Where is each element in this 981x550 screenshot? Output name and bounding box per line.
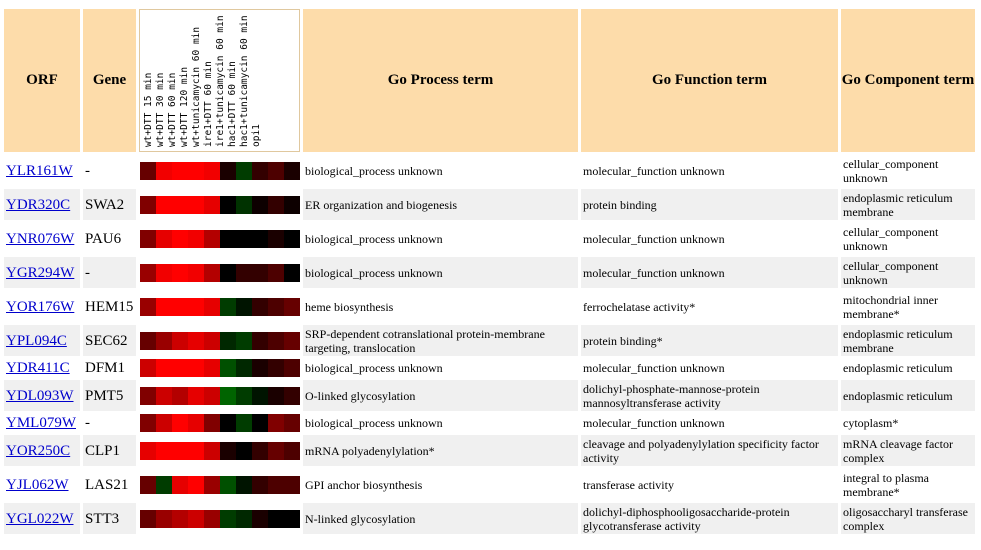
gene-cell: PMT5 bbox=[83, 380, 136, 411]
gene-cell: - bbox=[83, 257, 136, 288]
heatmap-swatch bbox=[156, 264, 172, 282]
heatmap-swatch bbox=[252, 196, 268, 214]
heatmap-bar bbox=[140, 298, 300, 316]
heatmap-swatch bbox=[268, 196, 284, 214]
heatmap-swatch bbox=[220, 332, 236, 350]
heatmap-swatch bbox=[156, 387, 172, 405]
heatmap-swatch bbox=[140, 264, 156, 282]
condition-label bbox=[226, 10, 238, 151]
orf-link[interactable]: YDL093W bbox=[6, 387, 74, 404]
gene-cell: SEC62 bbox=[83, 325, 136, 356]
heatmap-swatch bbox=[188, 442, 204, 460]
heatmap-swatch bbox=[236, 414, 252, 432]
heatmap-swatch bbox=[220, 476, 236, 494]
condition-label bbox=[202, 10, 214, 151]
heatmap-cell bbox=[139, 257, 300, 288]
heatmap-bar bbox=[140, 510, 300, 528]
heatmap-swatch bbox=[156, 414, 172, 432]
heatmap-swatch bbox=[204, 196, 220, 214]
heatmap-swatch bbox=[220, 298, 236, 316]
go-component-cell: endoplasmic reticulum membrane bbox=[841, 189, 975, 220]
heatmap-bar bbox=[140, 230, 300, 248]
table-row bbox=[4, 155, 975, 186]
go-component-cell: mitochondrial inner membrane* bbox=[841, 291, 975, 322]
heatmap-swatch bbox=[188, 387, 204, 405]
condition-label bbox=[166, 10, 178, 151]
go-process-cell: biological_process unknown bbox=[303, 223, 578, 254]
heatmap-swatch bbox=[284, 414, 300, 432]
gene-cell: - bbox=[83, 155, 136, 186]
go-function-cell: protein binding bbox=[581, 189, 838, 220]
condition-label-text: wt+DTT 120 min bbox=[179, 66, 190, 147]
heatmap-swatch bbox=[140, 298, 156, 316]
heatmap-swatch bbox=[236, 196, 252, 214]
gene-cell: SWA2 bbox=[83, 189, 136, 220]
go-function-cell: dolichyl-diphosphooligosaccharide-protein glycotransferase activity bbox=[581, 503, 838, 534]
go-component-cell: endoplasmic reticulum membrane bbox=[841, 325, 975, 356]
table-row bbox=[4, 325, 975, 356]
heatmap-bar bbox=[140, 162, 300, 180]
heatmap-bar bbox=[140, 442, 300, 460]
header-gene: Gene bbox=[83, 9, 136, 152]
heatmap-swatch bbox=[284, 359, 300, 377]
heatmap-swatch bbox=[268, 230, 284, 248]
heatmap-swatch bbox=[156, 510, 172, 528]
go-component-cell: mRNA cleavage factor complex bbox=[841, 435, 975, 466]
heatmap-swatch bbox=[284, 298, 300, 316]
go-function-cell: protein binding* bbox=[581, 325, 838, 356]
heatmap-swatch bbox=[204, 162, 220, 180]
go-component-cell: integral to plasma membrane* bbox=[841, 469, 975, 500]
go-component-cell: cellular_component unknown bbox=[841, 223, 975, 254]
heatmap-bar bbox=[140, 196, 300, 214]
table-row bbox=[4, 435, 975, 466]
table-row bbox=[4, 189, 975, 220]
orf-link[interactable]: YGR294W bbox=[6, 264, 75, 281]
condition-label-text: ire1+tunicamycin 60 min bbox=[215, 15, 226, 147]
heatmap-swatch bbox=[268, 359, 284, 377]
go-process-cell: biological_process unknown bbox=[303, 414, 578, 432]
table-row bbox=[4, 291, 975, 322]
heatmap-swatch bbox=[268, 476, 284, 494]
orf-cell bbox=[4, 325, 80, 356]
heatmap-cell bbox=[139, 503, 300, 534]
heatmap-swatch bbox=[252, 162, 268, 180]
heatmap-swatch bbox=[188, 332, 204, 350]
heatmap-bar bbox=[140, 387, 300, 405]
heatmap-swatch bbox=[204, 476, 220, 494]
orf-cell bbox=[4, 189, 80, 220]
go-process-cell: SRP-dependent cotranslational protein-membrane targeting, translocation bbox=[303, 325, 578, 356]
orf-cell bbox=[4, 155, 80, 186]
gene-cell: CLP1 bbox=[83, 435, 136, 466]
heatmap-swatch bbox=[188, 510, 204, 528]
gene-cell: PAU6 bbox=[83, 223, 136, 254]
orf-link[interactable]: YLR161W bbox=[6, 162, 73, 179]
gene-cell: - bbox=[83, 414, 136, 432]
heatmap-swatch bbox=[204, 264, 220, 282]
go-process-cell: biological_process unknown bbox=[303, 155, 578, 186]
heatmap-swatch bbox=[172, 332, 188, 350]
heatmap-bar bbox=[140, 476, 300, 494]
heatmap-cell bbox=[139, 359, 300, 377]
heatmap-swatch bbox=[220, 196, 236, 214]
heatmap-swatch bbox=[188, 414, 204, 432]
heatmap-swatch bbox=[284, 162, 300, 180]
heatmap-swatch bbox=[140, 387, 156, 405]
condition-label-text: wt+tunicamycin 60 min bbox=[191, 26, 202, 147]
orf-cell bbox=[4, 380, 80, 411]
heatmap-swatch bbox=[172, 476, 188, 494]
heatmap-swatch bbox=[188, 476, 204, 494]
heatmap-swatch bbox=[268, 162, 284, 180]
orf-cell bbox=[4, 359, 80, 377]
heatmap-swatch bbox=[156, 332, 172, 350]
orf-cell bbox=[4, 414, 80, 432]
header-go-process: Go Process term bbox=[303, 9, 578, 152]
condition-label-text: wt+DTT 15 min bbox=[143, 72, 154, 147]
orf-cell bbox=[4, 469, 80, 500]
table-row bbox=[4, 469, 975, 500]
go-process-cell: GPI anchor biosynthesis bbox=[303, 469, 578, 500]
go-function-cell: molecular_function unknown bbox=[581, 223, 838, 254]
heatmap-swatch bbox=[252, 359, 268, 377]
heatmap-cell bbox=[139, 291, 300, 322]
heatmap-cell bbox=[139, 414, 300, 432]
heatmap-cell bbox=[139, 469, 300, 500]
go-function-cell: molecular_function unknown bbox=[581, 155, 838, 186]
go-process-cell: N-linked glycosylation bbox=[303, 503, 578, 534]
heatmap-swatch bbox=[220, 162, 236, 180]
heatmap-swatch bbox=[252, 230, 268, 248]
heatmap-swatch bbox=[268, 387, 284, 405]
condition-label-text: wt+DTT 30 min bbox=[155, 72, 166, 147]
orf-cell bbox=[4, 257, 80, 288]
heatmap-swatch bbox=[268, 442, 284, 460]
heatmap-swatch bbox=[236, 359, 252, 377]
go-process-cell: biological_process unknown bbox=[303, 257, 578, 288]
heatmap-swatch bbox=[284, 230, 300, 248]
condition-label bbox=[214, 10, 226, 151]
header-heatmap-conditions bbox=[139, 9, 300, 152]
go-function-cell: transferase activity bbox=[581, 469, 838, 500]
go-function-cell: molecular_function unknown bbox=[581, 257, 838, 288]
table-row bbox=[4, 257, 975, 288]
heatmap-swatch bbox=[284, 196, 300, 214]
go-component-cell: endoplasmic reticulum bbox=[841, 380, 975, 411]
heatmap-swatch bbox=[140, 476, 156, 494]
header-go-function: Go Function term bbox=[581, 9, 838, 152]
heatmap-swatch bbox=[236, 332, 252, 350]
heatmap-swatch bbox=[204, 230, 220, 248]
go-function-cell: molecular_function unknown bbox=[581, 359, 838, 377]
gene-cell: STT3 bbox=[83, 503, 136, 534]
heatmap-swatch bbox=[204, 332, 220, 350]
condition-label bbox=[238, 10, 250, 151]
gene-cell: DFM1 bbox=[83, 359, 136, 377]
heatmap-swatch bbox=[220, 442, 236, 460]
heatmap-swatch bbox=[236, 476, 252, 494]
go-process-cell: mRNA polyadenylylation* bbox=[303, 435, 578, 466]
heatmap-swatch bbox=[140, 332, 156, 350]
orf-link[interactable]: YGL022W bbox=[6, 510, 74, 527]
heatmap-swatch bbox=[252, 332, 268, 350]
heatmap-swatch bbox=[268, 264, 284, 282]
go-component-cell: endoplasmic reticulum bbox=[841, 359, 975, 377]
heatmap-swatch bbox=[204, 387, 220, 405]
orf-link[interactable]: YPL094C bbox=[6, 332, 67, 349]
heatmap-cell bbox=[139, 223, 300, 254]
orf-link[interactable]: YNR076W bbox=[6, 230, 75, 247]
heatmap-swatch bbox=[172, 510, 188, 528]
heatmap-swatch bbox=[172, 162, 188, 180]
orf-link[interactable]: YOR250C bbox=[6, 442, 71, 459]
heatmap-cell bbox=[139, 435, 300, 466]
heatmap-cell bbox=[139, 380, 300, 411]
heatmap-swatch bbox=[188, 298, 204, 316]
heatmap-swatch bbox=[220, 387, 236, 405]
heatmap-swatch bbox=[268, 414, 284, 432]
go-function-cell: molecular_function unknown bbox=[581, 414, 838, 432]
heatmap-swatch bbox=[188, 230, 204, 248]
orf-link[interactable]: YML079W bbox=[6, 415, 76, 431]
heatmap-swatch bbox=[252, 510, 268, 528]
orf-link[interactable]: YOR176W bbox=[6, 298, 75, 315]
heatmap-swatch bbox=[236, 298, 252, 316]
heatmap-swatch bbox=[156, 230, 172, 248]
table-row bbox=[4, 503, 975, 534]
heatmap-swatch bbox=[220, 510, 236, 528]
heatmap-swatch bbox=[252, 298, 268, 316]
go-process-cell: O-linked glycosylation bbox=[303, 380, 578, 411]
heatmap-swatch bbox=[268, 298, 284, 316]
heatmap-swatch bbox=[172, 359, 188, 377]
heatmap-swatch bbox=[156, 442, 172, 460]
heatmap-swatch bbox=[252, 414, 268, 432]
heatmap-swatch bbox=[204, 298, 220, 316]
orf-link[interactable]: YJL062W bbox=[6, 476, 69, 493]
go-component-cell: cellular_component unknown bbox=[841, 155, 975, 186]
heatmap-swatch bbox=[236, 510, 252, 528]
heatmap-swatch bbox=[284, 442, 300, 460]
condition-label bbox=[154, 10, 166, 151]
condition-label bbox=[190, 10, 202, 151]
heatmap-cell bbox=[139, 189, 300, 220]
go-function-cell: cleavage and polyadenylylation specificity factor activity bbox=[581, 435, 838, 466]
heatmap-swatch bbox=[236, 264, 252, 282]
condition-label-text: hac1+DTT 60 min bbox=[227, 61, 238, 147]
heatmap-swatch bbox=[140, 414, 156, 432]
heatmap-swatch bbox=[188, 359, 204, 377]
heatmap-swatch bbox=[268, 332, 284, 350]
header-orf: ORF bbox=[4, 9, 80, 152]
heatmap-swatch bbox=[284, 387, 300, 405]
heatmap-swatch bbox=[220, 359, 236, 377]
go-function-cell: dolichyl-phosphate-mannose-protein mannosyltransferase activity bbox=[581, 380, 838, 411]
heatmap-swatch bbox=[172, 230, 188, 248]
heatmap-swatch bbox=[188, 264, 204, 282]
table-row bbox=[4, 223, 975, 254]
heatmap-swatch bbox=[156, 298, 172, 316]
heatmap-swatch bbox=[220, 230, 236, 248]
heatmap-bar bbox=[140, 264, 300, 282]
heatmap-swatch bbox=[140, 162, 156, 180]
gene-cell: LAS21 bbox=[83, 469, 136, 500]
heatmap-swatch bbox=[284, 476, 300, 494]
heatmap-swatch bbox=[156, 162, 172, 180]
heatmap-swatch bbox=[284, 264, 300, 282]
orf-link[interactable]: YDR320C bbox=[6, 196, 71, 213]
heatmap-swatch bbox=[284, 510, 300, 528]
heatmap-swatch bbox=[204, 510, 220, 528]
heatmap-swatch bbox=[204, 359, 220, 377]
condition-label-text: opi1 bbox=[251, 124, 262, 147]
condition-label bbox=[250, 10, 262, 151]
condition-label-text: wt+DTT 60 min bbox=[167, 72, 178, 147]
condition-label-text: hac1+tunicamycin 60 min bbox=[239, 15, 250, 147]
go-process-cell: heme biosynthesis bbox=[303, 291, 578, 322]
heatmap-swatch bbox=[236, 387, 252, 405]
heatmap-swatch bbox=[220, 414, 236, 432]
heatmap-swatch bbox=[188, 162, 204, 180]
heatmap-swatch bbox=[140, 359, 156, 377]
heatmap-swatch bbox=[140, 230, 156, 248]
orf-cell bbox=[4, 223, 80, 254]
go-process-cell: ER organization and biogenesis bbox=[303, 189, 578, 220]
condition-label bbox=[142, 10, 154, 151]
heatmap-swatch bbox=[140, 442, 156, 460]
heatmap-swatch bbox=[204, 442, 220, 460]
gene-cell: HEM15 bbox=[83, 291, 136, 322]
orf-cell bbox=[4, 435, 80, 466]
heatmap-swatch bbox=[236, 162, 252, 180]
heatmap-swatch bbox=[140, 510, 156, 528]
header-go-component: Go Component term bbox=[841, 9, 975, 152]
heatmap-swatch bbox=[236, 230, 252, 248]
heatmap-swatch bbox=[140, 196, 156, 214]
heatmap-swatch bbox=[156, 476, 172, 494]
heatmap-cell bbox=[139, 325, 300, 356]
heatmap-swatch bbox=[172, 196, 188, 214]
heatmap-swatch bbox=[172, 414, 188, 432]
heatmap-swatch bbox=[172, 264, 188, 282]
go-process-cell: biological_process unknown bbox=[303, 359, 578, 377]
heatmap-bar bbox=[140, 359, 300, 377]
condition-label-text: ire1+DTT 60 min bbox=[203, 61, 214, 147]
go-component-cell: oligosaccharyl transferase complex bbox=[841, 503, 975, 534]
heatmap-swatch bbox=[220, 264, 236, 282]
orf-cell bbox=[4, 503, 80, 534]
heatmap-swatch bbox=[156, 196, 172, 214]
heatmap-swatch bbox=[172, 387, 188, 405]
heatmap-swatch bbox=[188, 196, 204, 214]
heatmap-swatch bbox=[252, 264, 268, 282]
table-row bbox=[4, 359, 975, 377]
go-component-cell: cellular_component unknown bbox=[841, 257, 975, 288]
heatmap-cell bbox=[139, 155, 300, 186]
orf-cell bbox=[4, 291, 80, 322]
condition-label bbox=[178, 10, 190, 151]
heatmap-swatch bbox=[236, 442, 252, 460]
heatmap-swatch bbox=[252, 442, 268, 460]
heatmap-swatch bbox=[252, 476, 268, 494]
orf-link[interactable]: YDR411C bbox=[6, 360, 70, 376]
go-function-cell: ferrochelatase activity* bbox=[581, 291, 838, 322]
table-row bbox=[4, 414, 975, 432]
heatmap-swatch bbox=[284, 332, 300, 350]
heatmap-bar bbox=[140, 414, 300, 432]
heatmap-swatch bbox=[268, 510, 284, 528]
heatmap-swatch bbox=[172, 298, 188, 316]
heatmap-bar bbox=[140, 332, 300, 350]
heatmap-swatch bbox=[252, 387, 268, 405]
table-row bbox=[4, 380, 975, 411]
heatmap-swatch bbox=[204, 414, 220, 432]
go-component-cell: cytoplasm* bbox=[841, 414, 975, 432]
heatmap-swatch bbox=[156, 359, 172, 377]
gene-table bbox=[1, 6, 978, 537]
heatmap-swatch bbox=[172, 442, 188, 460]
